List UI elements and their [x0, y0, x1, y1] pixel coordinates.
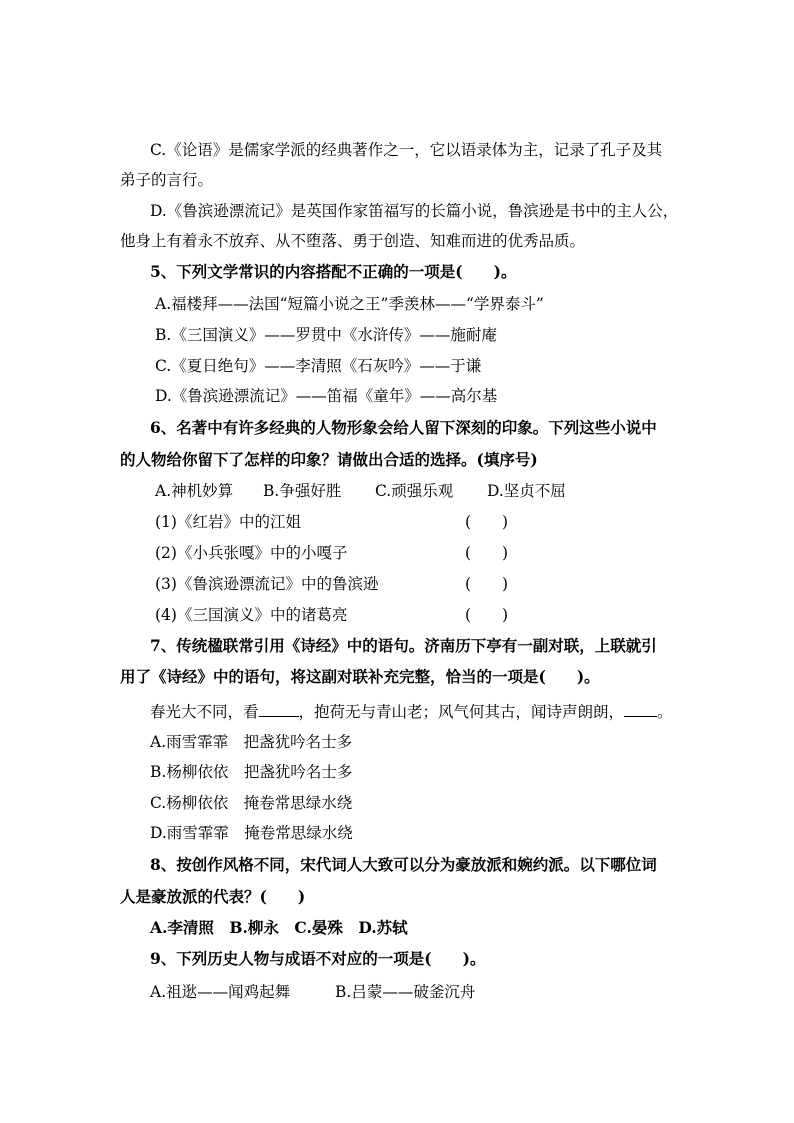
q6-choice-a: A.神机妙算: [155, 482, 234, 500]
q5-option-a: A.福楼拜——法国“短篇小说之王”季羡林——“学界泰斗”: [155, 295, 544, 313]
q7-blank-2[interactable]: [624, 701, 657, 717]
q6-item-4-answer-blank[interactable]: ( ): [465, 606, 509, 624]
q6-item-4-label: (4)《三国演义》中的诸葛亮: [155, 606, 348, 624]
q6-item-1-answer-blank[interactable]: ( ): [465, 513, 509, 531]
q5-option-b: B.《三国演义》——罗贯中《水浒传》——施耐庵: [155, 326, 497, 344]
q7-couplet-part2: ，抱荷无与青山老；风气何其古，闻诗声朗朗，: [298, 703, 625, 721]
q6-item-3-label: (3)《鲁滨逊漂流记》中的鲁滨逊: [155, 575, 379, 593]
q6-choice-b: B.争强好胜: [263, 482, 342, 500]
q6-choice-d: D.坚贞不屈: [487, 482, 566, 500]
q6-question-line1: 6、名著中有许多经典的人物形象会给人留下深刻的印象。下列这些小说中: [150, 418, 657, 437]
q8-question-line2: 人是豪放派的代表？( ): [120, 887, 306, 906]
q4-option-d-line2: 他身上有着永不放弃、从不堕落、勇于创造、知难而进的优秀品质。: [120, 232, 586, 250]
q7-blank-1[interactable]: [259, 701, 299, 717]
q8-options: A.李清照 B.柳永 C.晏殊 D.苏轼: [150, 918, 408, 937]
q6-question-line2: 的人物给你留下了怎样的印象？请做出合适的选择。(填序号): [120, 450, 538, 469]
q4-option-d-line1: D.《鲁滨逊漂流记》是英国作家笛福写的长篇小说，鲁滨逊是书中的主人公，: [150, 202, 679, 220]
q4-option-c-line1: C.《论语》是儒家学派的经典著作之一，它以语录体为主，记录了孔子及其: [150, 141, 663, 159]
q7-option-b: B.杨柳依依 把盏犹吟名士多: [150, 763, 353, 781]
q9-option-b: B.吕蒙——破釜沉舟: [335, 983, 476, 1001]
q7-option-c: C.杨柳依依 掩卷常思绿水绕: [150, 794, 353, 812]
q4-option-c-line2: 弟子的言行。: [120, 171, 214, 189]
q7-question-line2: 用了《诗经》中的语句，将这副对联补充完整，恰当的一项是( )。: [120, 667, 600, 686]
q9-question: 9、下列历史人物与成语不对应的一项是( )。: [150, 949, 486, 968]
q7-option-d: D.雨雪霏霏 掩卷常思绿水绕: [150, 824, 353, 842]
q9-option-a: A.祖逖——闻鸡起舞: [150, 983, 291, 1001]
q5-option-d: D.《鲁滨逊漂流记》——笛福《童年》——高尔基: [155, 387, 498, 405]
q7-couplet-part3: 。: [657, 703, 673, 721]
q6-choice-c: C.顽强乐观: [375, 482, 454, 500]
q7-couplet-part1: 春光大不同，看: [150, 703, 259, 721]
q7-option-a: A.雨雪霏霏 把盏犹吟名士多: [150, 733, 353, 751]
q6-item-2-answer-blank[interactable]: ( ): [465, 544, 509, 562]
q7-question-line1: 7、传统楹联常引用《诗经》中的语句。济南历下亭有一副对联，上联就引: [150, 636, 657, 655]
q5-question: 5、下列文学常识的内容搭配不正确的一项是( )。: [150, 262, 517, 281]
q6-item-2-label: (2)《小兵张嘎》中的小嘎子: [155, 544, 348, 562]
q7-couplet: [150, 701, 673, 722]
q5-option-c: C.《夏日绝句》——李清照《石灰吟》——于谦: [155, 357, 482, 375]
q8-question-line1: 8、按创作风格不同，宋代词人大致可以分为豪放派和婉约派。以下哪位词: [150, 855, 657, 874]
q6-item-3-answer-blank[interactable]: ( ): [465, 575, 509, 593]
q6-item-1-label: (1)《红岩》中的江姐: [155, 513, 301, 531]
